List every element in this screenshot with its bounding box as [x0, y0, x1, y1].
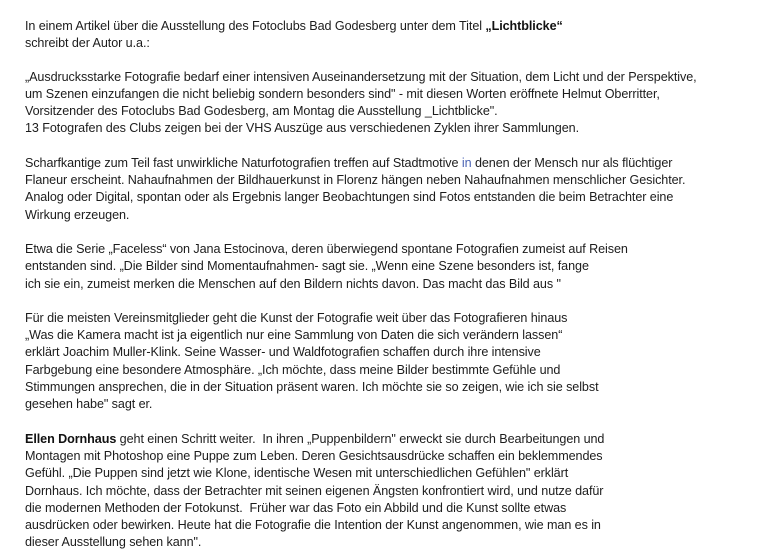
paragraph-quote-oberritter	[25, 69, 751, 138]
text-line	[25, 379, 751, 396]
paragraph-spacer	[25, 53, 751, 69]
emphasis-text: „Lichtblicke“	[485, 19, 563, 33]
body-text: 13 Fotografen des Clubs zeigen bei der VHS Auszüge aus verschiedenen Zyklen ihrer Sammlungen.	[25, 121, 580, 136]
body-text: Montagen mit Photoshop eine Puppe zum Leben. Deren Gesichtsausdrücke schaffen ein beklemmendes	[25, 448, 603, 463]
body-text: um Szenen einzufangen die nicht beliebig sondern besonders sind" - mit diesen Worten eröffnete Helmut Oberritter,	[25, 86, 660, 101]
body-text: Scharfkantige zum Teil fast unwirkliche Naturfotografien treffen auf Stadtmotive	[25, 155, 462, 170]
body-text: Vorsitzender des Fotoclubs Bad Godesberg, am Montag die Ausstellung _Lichtblicke".	[25, 104, 498, 119]
text-line	[25, 86, 751, 103]
text-line	[25, 517, 751, 534]
text-line	[25, 35, 751, 52]
text-line	[25, 258, 751, 275]
text-line	[25, 276, 751, 293]
body-text: „Was die Kamera macht ist ja eigentlich nur eine Sammlung von Daten die sich verändern lassen“	[25, 328, 563, 343]
text-line	[25, 18, 751, 35]
body-text: geht einen Schritt weiter. In ihren „Puppenbildern" erweckt sie durch Bearbeitungen und	[116, 431, 605, 446]
text-line	[25, 448, 751, 465]
paragraph-muller-klink	[25, 310, 751, 414]
paragraph-intro	[25, 18, 751, 53]
body-text: ausdrücken oder bewirken. Heute hat die Fotografie die Intention der Kunst angenommen, wie man es in	[25, 518, 601, 533]
body-text: Etwa die Serie „Faceless“ von Jana Estocinova, deren überwiegend spontane Fotografien zumeist auf Reisen	[25, 241, 628, 256]
body-text: erklärt Joachim Muller-Klink. Seine Wasser- und Waldfotografien schaffen durch ihre intensive	[25, 345, 541, 360]
text-line	[25, 500, 751, 517]
paragraph-spacer	[25, 138, 751, 155]
emphasis-text: Ellen Dornhaus	[25, 431, 117, 446]
text-line	[25, 103, 751, 120]
paragraph-ellen-dornhaus	[25, 431, 751, 552]
text-line	[25, 362, 751, 379]
paragraph-naturfotografien	[25, 155, 751, 224]
body-text: Dornhaus. Ich möchte, dass der Betrachter mit seinen eigenen Ängsten konfrontiert wird, und nutze dafür	[25, 483, 604, 498]
highlighted-word: in	[461, 155, 472, 170]
text-line	[25, 396, 751, 413]
paragraph-spacer	[25, 414, 751, 431]
text-line	[25, 534, 751, 551]
body-text: schreibt der Autor u.a.:	[25, 36, 150, 51]
text-line	[25, 172, 751, 189]
body-text: denen der Mensch nur als flüchtiger	[471, 155, 673, 170]
body-text: ich sie ein, zumeist merken die Menschen auf den Bildern nichts davon. Das macht das Bild aus "	[25, 276, 561, 291]
body-text: Stimmungen ansprechen, die in der Situation präsent waren. Ich möchte sie so zeigen, wie ich sie selbst	[25, 380, 599, 395]
body-text: Gefühl. „Die Puppen sind jetzt wie Klone, identische Wesen mit unterschiedlichen Gefühlen" erklärt	[25, 466, 569, 481]
body-text: Wirkung erzeugen.	[25, 207, 130, 222]
text-line	[25, 207, 751, 224]
body-text: In einem Artikel über die Ausstellung des Fotoclubs Bad Godesberg unter dem Titel	[25, 19, 486, 33]
body-text: Für die meisten Vereinsmitglieder geht die Kunst der Fotografie weit über das Fotografieren hinaus	[25, 310, 568, 325]
text-line	[25, 431, 751, 448]
body-text: die modernen Methoden der Fotokunst. Früher war das Foto ein Abbild und die Kunst sollte etwas	[25, 500, 567, 515]
body-text: entstanden sind. „Die Bilder sind Momentaufnahmen- sagt sie. „Wenn eine Szene besonders ist, fange	[25, 259, 589, 274]
text-line	[25, 310, 751, 327]
text-line	[25, 69, 751, 86]
text-line	[25, 465, 751, 482]
text-line	[25, 189, 751, 206]
paragraph-spacer	[25, 224, 751, 241]
body-text: dieser Ausstellung sehen kann".	[25, 535, 202, 550]
body-text: Analog oder Digital, spontan oder als Ergebnis langer Beobachtungen sind Fotos entstanden die beim Betrachter eine	[25, 190, 674, 205]
article-text-body	[25, 18, 751, 552]
text-line	[25, 241, 751, 258]
text-line	[25, 344, 751, 361]
text-line	[25, 483, 751, 500]
body-text: gesehen habe" sagt er.	[25, 397, 153, 412]
text-line	[25, 155, 751, 172]
body-text: „Ausdrucksstarke Fotografie bedarf einer intensiven Auseinandersetzung mit der Situation, dem Licht und der Perspektive,	[25, 69, 697, 84]
paragraph-faceless-estocinova	[25, 241, 751, 293]
body-text: Farbgebung eine besondere Atmosphäre. „Ich möchte, dass meine Bilder bestimmte Gefühle und	[25, 362, 561, 377]
text-line	[25, 120, 751, 137]
text-line	[25, 327, 751, 344]
body-text: Flaneur erscheint. Nahaufnahmen der Bildhauerkunst in Florenz hängen neben Nahaufnahmen menschlicher Gesichter.	[25, 173, 686, 188]
paragraph-spacer	[25, 293, 751, 310]
